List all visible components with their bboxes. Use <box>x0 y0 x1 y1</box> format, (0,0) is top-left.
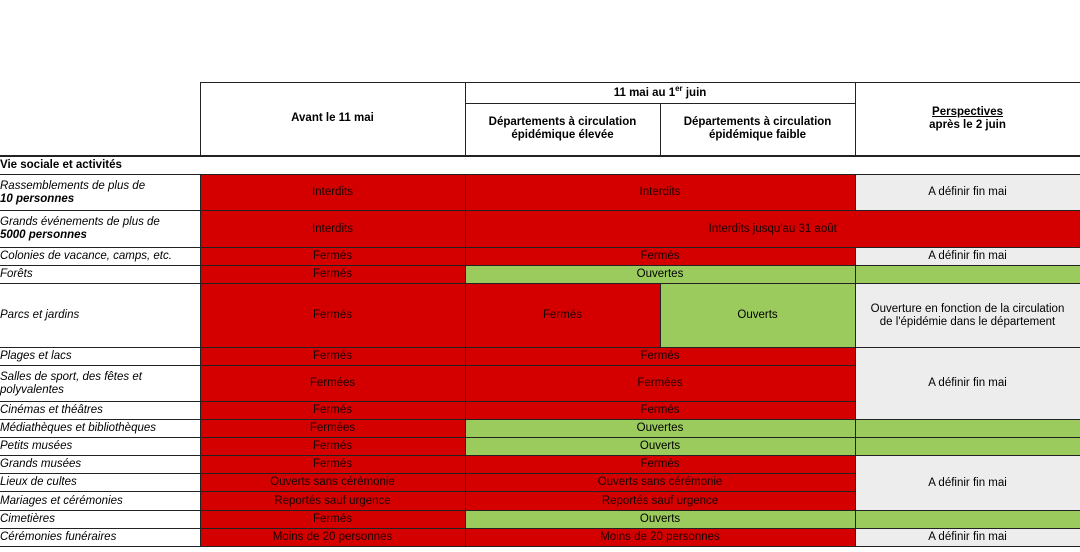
cell-before: Interdits <box>200 175 465 211</box>
cell-before: Fermées <box>200 366 465 402</box>
cell-period: Reportés sauf urgence <box>465 492 855 511</box>
header-before: Avant le 11 mai <box>200 83 465 156</box>
table-row <box>0 529 1080 547</box>
row-label: Colonies de vacance, camps, etc. <box>0 248 200 266</box>
row-label: Forêts <box>0 266 200 284</box>
cell-period: Fermés <box>465 348 855 366</box>
row-label: Cérémonies funéraires <box>0 529 200 547</box>
cell-perspective-group: A définir fin mai <box>855 348 1080 420</box>
cell-before: Fermés <box>200 284 465 348</box>
table-row <box>0 456 1080 474</box>
measures-table <box>0 82 1080 547</box>
table-row <box>0 175 1080 211</box>
cell-period: Ouvertes <box>465 420 855 438</box>
cell-before: Reportés sauf urgence <box>200 492 465 511</box>
cell-perspective: A définir fin mai <box>855 248 1080 266</box>
cell-period: Ouvertes <box>465 266 855 284</box>
row-label: Rassemblements de plus de 10 personnes <box>0 175 200 211</box>
cell-period: Ouverts <box>465 511 855 529</box>
cell-period: Fermés <box>465 456 855 474</box>
cell-perspective <box>855 266 1080 284</box>
table-row <box>0 248 1080 266</box>
cell-before: Fermés <box>200 402 465 420</box>
row-label: Médiathèques et bibliothèques <box>0 420 200 438</box>
cell-period: Interdits <box>465 175 855 211</box>
cell-high: Fermés <box>465 284 660 348</box>
cell-perspective: A définir fin mai <box>855 529 1080 547</box>
row-label: Petits musées <box>0 438 200 456</box>
cell-before: Fermés <box>200 438 465 456</box>
row-label: Mariages et cérémonies <box>0 492 200 511</box>
header-low-circulation: Départements à circulation épidémique faible <box>660 104 855 156</box>
cell-period: Fermées <box>465 366 855 402</box>
table-row <box>0 511 1080 529</box>
cell-period-and-perspective: Interdits jusqu'au 31 août <box>465 211 1080 248</box>
cell-before: Fermées <box>200 420 465 438</box>
cell-perspective <box>855 438 1080 456</box>
cell-period: Fermés <box>465 248 855 266</box>
cell-low: Ouverts <box>660 284 855 348</box>
row-label: Parcs et jardins <box>0 284 200 348</box>
cell-perspective <box>855 511 1080 529</box>
table-row <box>0 211 1080 248</box>
cell-before: Moins de 20 personnes <box>200 529 465 547</box>
table-row <box>0 284 1080 348</box>
row-label: Cinémas et théâtres <box>0 402 200 420</box>
cell-before: Fermés <box>200 511 465 529</box>
header-row-1 <box>0 83 1080 104</box>
row-label: Cimetières <box>0 511 200 529</box>
header-perspectives: Perspectives après le 2 juin <box>855 83 1080 156</box>
header-corner <box>0 83 200 156</box>
cell-period: Fermés <box>465 402 855 420</box>
cell-before: Ouverts sans cérémonie <box>200 474 465 492</box>
cell-before: Fermés <box>200 248 465 266</box>
section-row <box>0 156 1080 175</box>
cell-before: Fermés <box>200 456 465 474</box>
cell-period: Moins de 20 personnes <box>465 529 855 547</box>
row-label: Grands événements de plus de 5000 personnes <box>0 211 200 248</box>
row-label: Plages et lacs <box>0 348 200 366</box>
row-label: Grands musées <box>0 456 200 474</box>
row-label: Salles de sport, des fêtes et polyvalentes <box>0 366 200 402</box>
table-row <box>0 438 1080 456</box>
cell-period: Ouverts sans cérémonie <box>465 474 855 492</box>
cell-perspective-group: A définir fin mai <box>855 456 1080 511</box>
cell-before: Fermés <box>200 348 465 366</box>
cell-perspective: Ouverture en fonction de la circulation de l'épidémie dans le département <box>855 284 1080 348</box>
cell-before: Interdits <box>200 211 465 248</box>
cell-before: Fermés <box>200 266 465 284</box>
header-period: 11 mai au 1er juin <box>465 83 855 104</box>
table-row <box>0 420 1080 438</box>
cell-perspective <box>855 420 1080 438</box>
table-row <box>0 266 1080 284</box>
row-label: Lieux de cultes <box>0 474 200 492</box>
section-label: Vie sociale et activités <box>0 156 200 175</box>
table-row <box>0 348 1080 366</box>
header-high-circulation: Départements à circulation épidémique élevée <box>465 104 660 156</box>
cell-perspective: A définir fin mai <box>855 175 1080 211</box>
cell-period: Ouverts <box>465 438 855 456</box>
section-fill <box>200 156 1080 175</box>
